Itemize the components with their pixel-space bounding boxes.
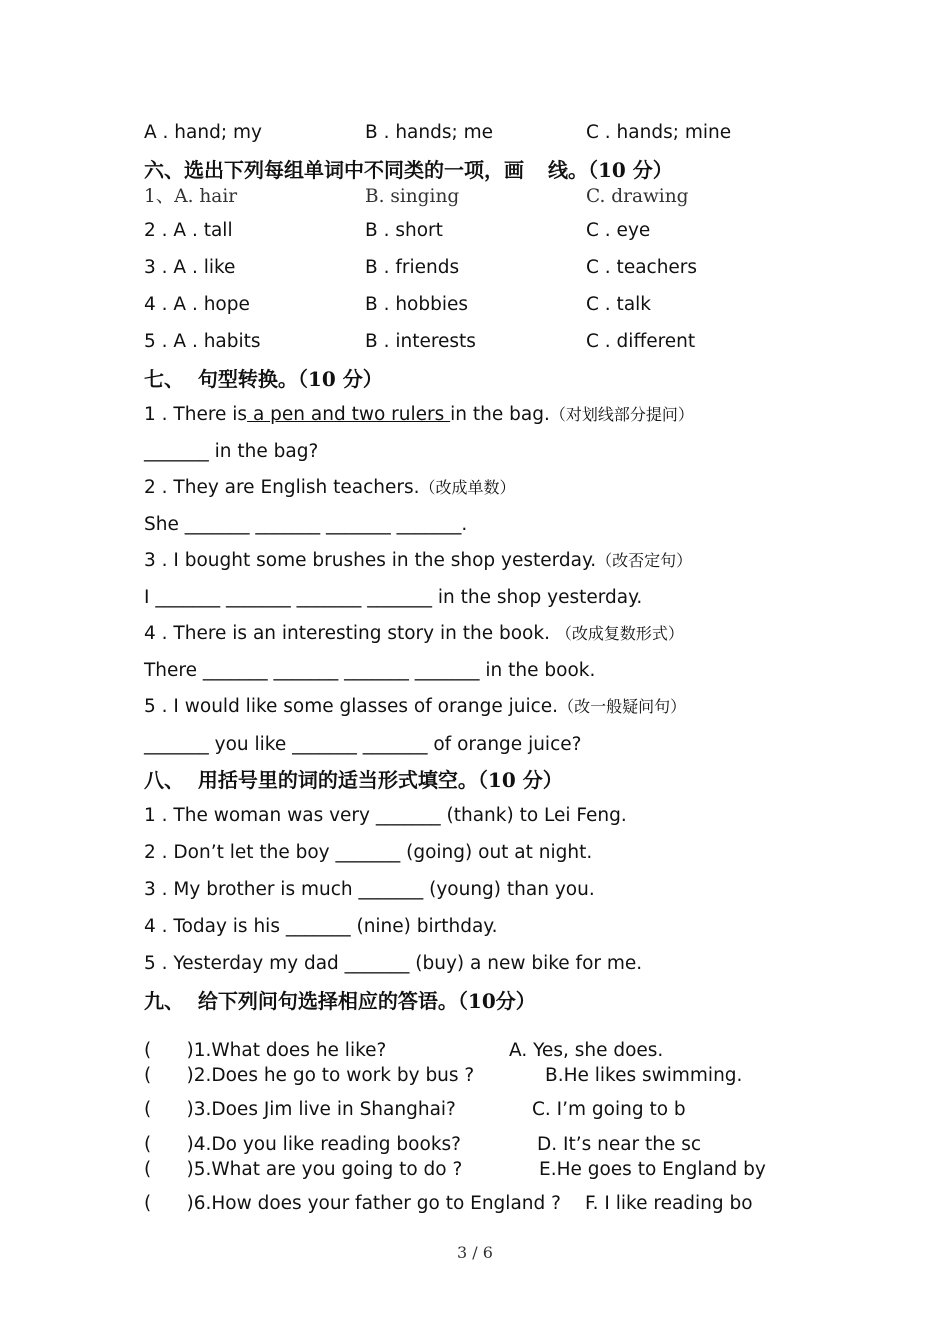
s7-q1: 1 . There is a pen and two rulers in the bag.（对划线部分提问） [144,404,694,425]
section-6-heading: 六、选出下列每组单词中不同类的一项，画 线。（10 分） [144,158,673,182]
s7-a1: _______ in the bag? [144,441,319,462]
s9-answer-b: B.He likes swimming. [545,1065,743,1086]
s8-item5: 5 . Yesterday my dad _______ (buy) a new bike for me. [144,953,643,974]
s7-q3: 3 . I bought some brushes in the shop yesterday.（改否定句） [144,550,693,571]
s6-row3-a: 3 . A . like [144,257,236,278]
s9-question-3: ( )3.Does Jim live in Shanghai? [144,1099,456,1120]
s6-row2-c: C . eye [586,220,651,241]
s9-question-6: ( )6.How does your father go to England ? [144,1193,561,1214]
page-number: 3 / 6 [457,1243,493,1262]
s6-row3-c: C . teachers [586,257,698,278]
s9-answer-f: F. I like reading bo [585,1193,753,1214]
s9-question-4: ( )4.Do you like reading books? [144,1134,461,1155]
s9-answer-a: A. Yes, she does. [509,1040,664,1061]
s8-item2: 2 . Don’t let the boy _______ (going) out at night. [144,842,593,863]
s6-row1-a: 1、A. hair [144,186,238,207]
s9-question-2: ( )2.Does he go to work by bus ? [144,1065,475,1086]
s9-answer-e: E.He goes to England by [539,1159,766,1180]
s7-a4: There _______ _______ _______ _______ in the book. [144,660,596,681]
s6-row1-c: C. drawing [586,186,689,207]
s9-answer-d: D. It’s near the sc [537,1134,702,1155]
underlined-phrase: a pen and two rulers [247,404,451,425]
section-7-heading: 七、 句型转换。（10 分） [144,367,383,391]
s7-a3: I _______ _______ _______ _______ in the shop yesterday. [144,587,643,608]
s9-question-1: ( )1.What does he like? [144,1040,387,1061]
s6-row5-a: 5 . A . habits [144,331,261,352]
s6-row4-b: B . hobbies [365,294,469,315]
s6-row4-c: C . talk [586,294,652,315]
s9-question-5: ( )5.What are you going to do ? [144,1159,463,1180]
s7-a5: _______ you like _______ _______ of orange juice? [144,734,582,755]
s7-q5: 5 . I would like some glasses of orange juice.（改一般疑问句） [144,696,687,717]
s6-row1-b: B. singing [365,186,460,207]
section-9-heading: 九、 给下列问句选择相应的答语。（10分） [144,989,536,1013]
s8-item3: 3 . My brother is much _______ (young) than you. [144,879,595,900]
s6-row5-c: C . different [586,331,696,352]
option-c: C . hands; mine [586,122,732,143]
s6-row2-a: 2 . A . tall [144,220,233,241]
s7-a2: She _______ _______ _______ _______. [144,514,468,535]
s9-answer-c: C. I’m going to b [532,1099,686,1120]
s6-row2-b: B . short [365,220,443,241]
s7-q2: 2 . They are English teachers.（改成单数） [144,477,516,498]
s8-item4: 4 . Today is his _______ (nine) birthday. [144,916,498,937]
s6-row3-b: B . friends [365,257,460,278]
s8-item1: 1 . The woman was very _______ (thank) to Lei Feng. [144,805,627,826]
s6-row5-b: B . interests [365,331,476,352]
option-a: A . hand; my [144,122,262,143]
section-8-heading: 八、 用括号里的词的适当形式填空。（10 分） [144,768,563,792]
s7-q4: 4 . There is an interesting story in the book. （改成复数形式） [144,623,684,644]
s6-row4-a: 4 . A . hope [144,294,250,315]
option-b: B . hands; me [365,122,494,143]
